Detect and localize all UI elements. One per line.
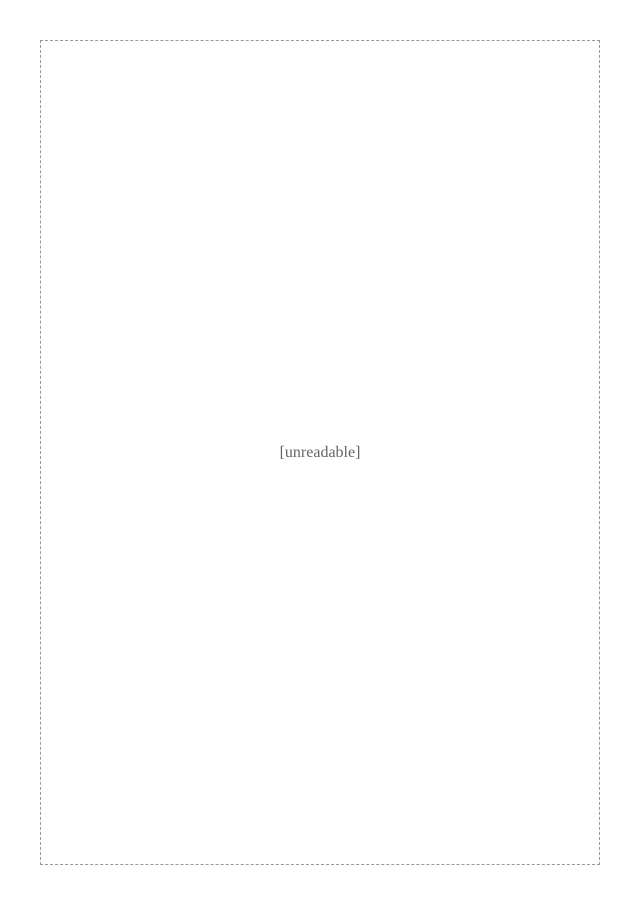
placeholder: [unreadable] xyxy=(40,40,600,865)
